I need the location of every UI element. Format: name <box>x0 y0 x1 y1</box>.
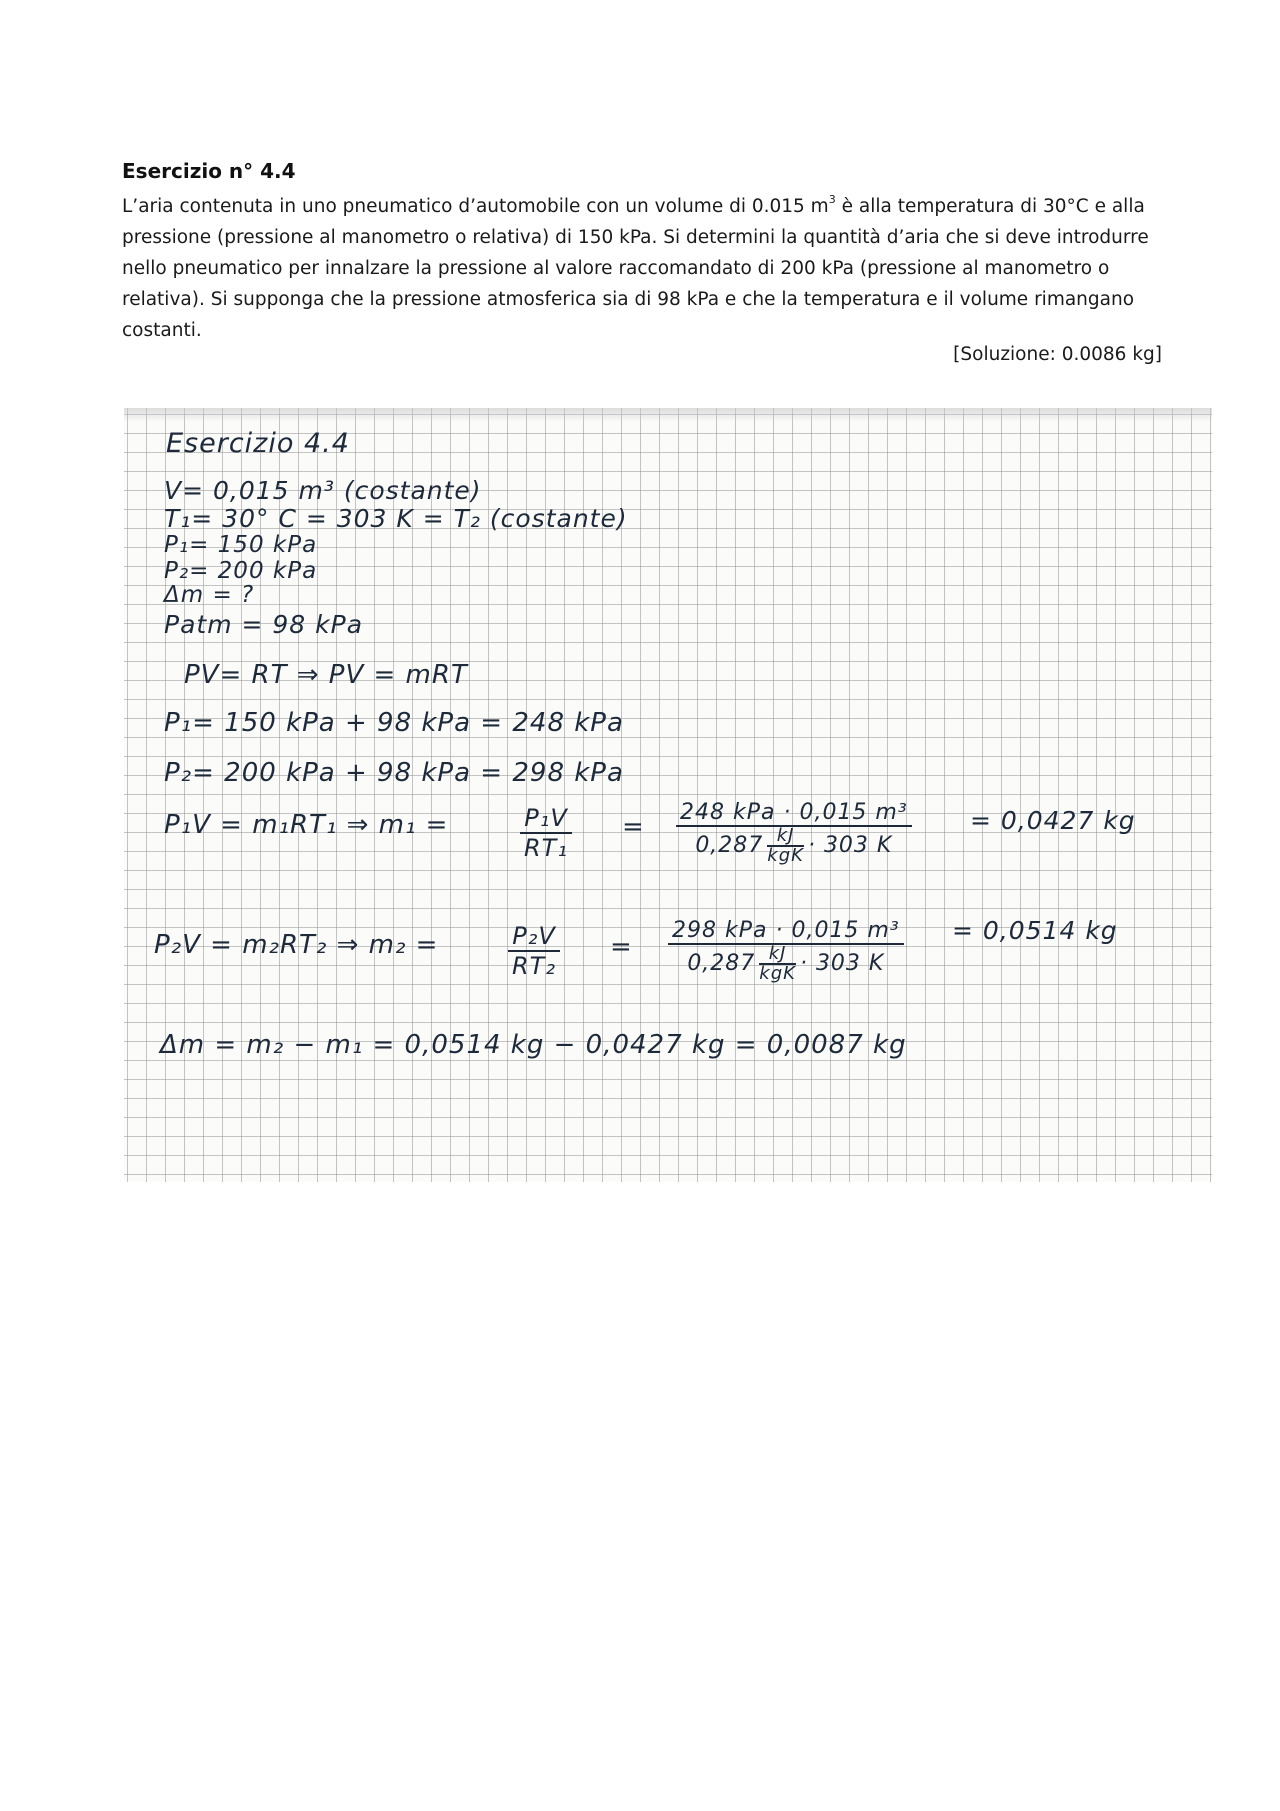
exercise-title: Esercizio n° 4.4 <box>122 159 296 183</box>
given-p2: P₂= 200 kPa <box>164 558 318 584</box>
m1-r-unit-num: kJ <box>776 825 795 846</box>
m2-r-unit-den: kgK <box>759 963 796 984</box>
given-volume: V= 0,015 m³ (costante) <box>164 476 482 505</box>
statement-superscript: 3 <box>828 192 836 206</box>
p1-absolute: P₁= 150 kPa + 98 kPa = 248 kPa <box>164 708 624 738</box>
given-delta-m: Δm = ? <box>164 582 255 608</box>
m2-calc-denominator <box>668 943 904 983</box>
m2-r-unit <box>759 945 796 983</box>
statement-text-1: L’aria contenuta in uno pneumatico d’automobile con un volume di 0.015 m <box>122 196 829 217</box>
given-temperature: T₁= 30° C = 303 K = T₂ (costante) <box>164 504 628 533</box>
m1-fraction-denominator: RT₁ <box>520 832 572 862</box>
solution-label: [Soluzione: 0.0086 kg] <box>953 344 1162 365</box>
m1-calculation <box>676 800 912 865</box>
m1-calc-numerator: 248 kPa · 0,015 m³ <box>680 800 908 825</box>
exercise-statement <box>122 191 1162 346</box>
m2-fraction <box>508 922 560 980</box>
delta-m-result: Δm = m₂ − m₁ = 0,0514 kg − 0,0427 kg = 0,0087 kg <box>160 1030 907 1060</box>
given-patm: Patm = 98 kPa <box>164 610 364 639</box>
m1-r-unit <box>767 827 804 865</box>
statement-text-2: è alla temperatura di 30°C e alla pressione (pressione al manometro o relativa) di 150 kPa. Si determini la quantità d’aria che si deve introdurre nello pneumatico per innalzare la pressione al valore raccomandato di 200 kPa (pressione al manometro o relativa). Si supponga che la pressione atmosferica sia di 98 kPa e che la temperatura e il volume rimangano costanti. <box>122 196 1149 341</box>
m2-equals: = <box>610 932 632 962</box>
given-p1: P₁= 150 kPa <box>164 532 318 558</box>
m1-r-value: 0,287 <box>695 833 764 858</box>
m1-calc-denominator <box>676 825 912 865</box>
m2-result: = 0,0514 kg <box>952 916 1118 945</box>
m2-equation: P₂V = m₂RT₂ ⇒ m₂ = <box>154 930 439 960</box>
m2-calc-numerator: 298 kPa · 0,015 m³ <box>672 918 900 943</box>
m2-r-unit-num: kJ <box>768 943 787 964</box>
m2-fraction-denominator: RT₂ <box>508 950 560 980</box>
m1-result: = 0,0427 kg <box>970 806 1136 835</box>
m1-equals: = <box>622 812 644 842</box>
m1-fraction <box>520 804 572 862</box>
m1-temperature: · 303 K <box>807 833 893 858</box>
m2-fraction-numerator: P₂V <box>512 922 556 950</box>
m1-equation: P₁V = m₁RT₁ ⇒ m₁ = <box>164 810 449 840</box>
m1-r-unit-den: kgK <box>767 845 804 866</box>
p2-absolute: P₂= 200 kPa + 98 kPa = 298 kPa <box>164 758 624 788</box>
m2-r-value: 0,287 <box>687 951 756 976</box>
m2-temperature: · 303 K <box>799 951 885 976</box>
m1-fraction-numerator: P₁V <box>524 804 568 832</box>
handwritten-notes-photo <box>124 408 1212 1182</box>
exercise-block <box>122 158 1162 346</box>
m2-calculation <box>668 918 904 983</box>
gas-law: PV= RT ⇒ PV = mRT <box>184 660 468 690</box>
notes-heading: Esercizio 4.4 <box>166 428 350 459</box>
